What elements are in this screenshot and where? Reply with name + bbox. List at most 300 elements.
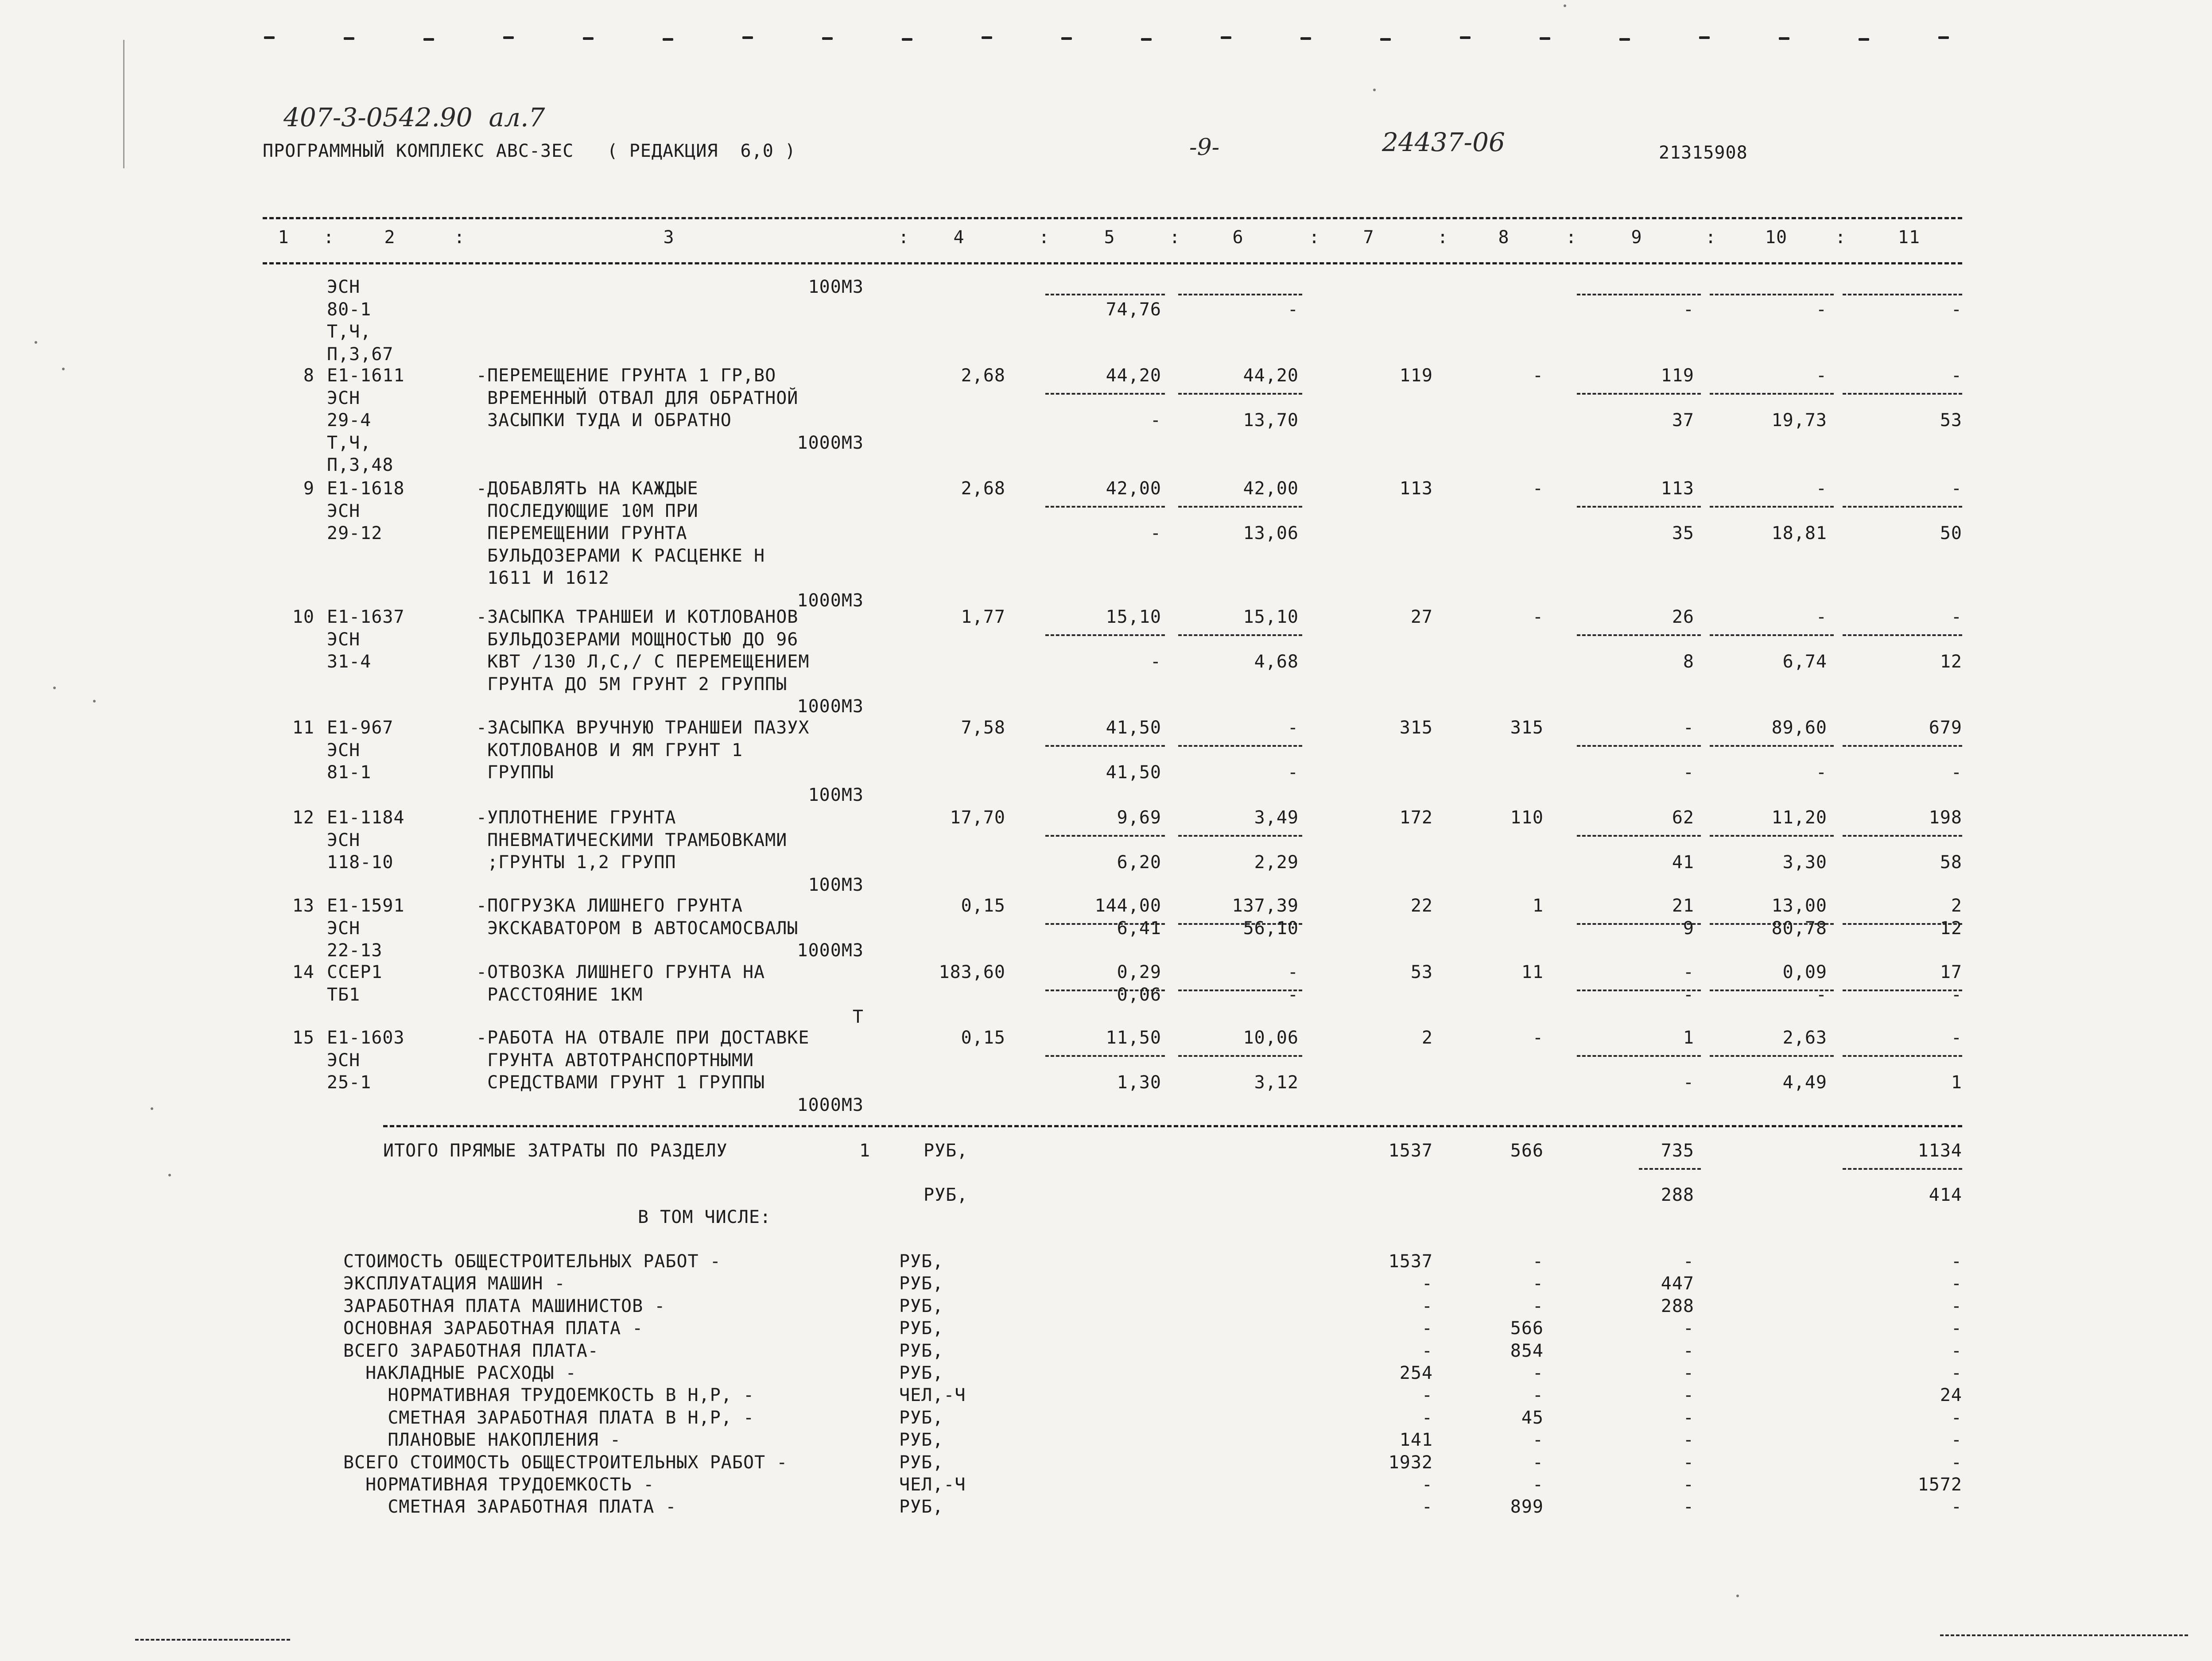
page-edge-dash	[1061, 37, 1072, 40]
item-subvalue-c11b: 50	[1940, 523, 1962, 543]
item-unit: 1000М3	[797, 432, 864, 453]
item-subvalue-c10b: 18,81	[1771, 523, 1827, 543]
scan-speck	[168, 1174, 171, 1176]
item-subvalue-c10b: 3,30	[1782, 852, 1827, 873]
breakdown-col9: 447	[1661, 1273, 1694, 1294]
breakdown-unit: РУБ,	[899, 1296, 944, 1316]
item-value-c11a: 198	[1929, 807, 1962, 828]
bottom-scan-rule	[135, 1639, 290, 1641]
item-value-c7a: 2	[1421, 1028, 1433, 1048]
item-subvalue-c5b: -	[1150, 410, 1161, 431]
column-separator: :	[1169, 227, 1181, 248]
value-underline	[1843, 835, 1962, 837]
item-value-c7a: 172	[1399, 807, 1433, 828]
item-number: 14	[292, 962, 314, 982]
breakdown-col9: -	[1683, 1363, 1694, 1383]
column-header-10: 10	[1765, 227, 1788, 248]
item-unit: 1000М3	[797, 696, 864, 717]
item-value-c11a: 2	[1951, 896, 1962, 916]
item-code: ЭСН	[327, 830, 361, 850]
value-underline	[1045, 745, 1165, 747]
breakdown-label: СМЕТНАЯ ЗАРАБОТНАЯ ПЛАТА В Н,Р, -	[343, 1407, 755, 1428]
value-underline	[1577, 393, 1701, 395]
item-subvalue-c11b: 12	[1940, 652, 1962, 672]
breakdown-col8: -	[1532, 1430, 1544, 1451]
page-edge-dash	[423, 38, 434, 41]
breakdown-col8: 899	[1510, 1497, 1544, 1517]
page-edge-dash	[1779, 37, 1789, 40]
page-edge-dash	[1300, 37, 1311, 40]
value-underline	[1843, 1055, 1962, 1057]
item-code: ССЕР1	[327, 962, 383, 982]
item-value-c7a: 113	[1399, 478, 1433, 499]
item-code: ЭСН	[327, 501, 361, 521]
item-subvalue-c6b: 13,70	[1243, 410, 1299, 431]
item-value-c10a: -	[1816, 365, 1827, 386]
item-value-c5a: 44,20	[1106, 365, 1161, 386]
item-code: ЭСН	[327, 918, 361, 939]
item-subvalue-c5b: 6,20	[1117, 852, 1161, 873]
item-subvalue-c9b: 41	[1672, 852, 1694, 873]
item-code: ЭСН	[327, 740, 361, 761]
item-subvalue-c10b: 6,74	[1782, 652, 1827, 672]
item-description: -ПОГРУЗКА ЛИШНЕГО ГРУНТА	[476, 896, 743, 916]
item-value-c9a: -	[1683, 718, 1694, 738]
item-quantity: 0,15	[961, 896, 1005, 916]
breakdown-label: НОРМАТИВНАЯ ТРУДОЕМКОСТЬ -	[343, 1475, 655, 1495]
item-value-c8a: 315	[1510, 718, 1544, 738]
item-unit: 1000М3	[797, 1094, 864, 1115]
item-description: ПНЕВМАТИЧЕСКИМИ ТРАМБОВКАМИ	[476, 830, 788, 850]
breakdown-col8: -	[1532, 1452, 1544, 1473]
value-underline	[1843, 393, 1962, 395]
totals-unit-2: РУБ,	[924, 1185, 968, 1205]
item-code: 25-1	[327, 1072, 372, 1093]
item-code: 22-13	[327, 940, 383, 961]
column-header-5: 5	[1104, 227, 1115, 248]
column-header-4: 4	[953, 227, 965, 248]
item-description: -ЗАСЫПКА ВРУЧНУЮ ТРАНШЕИ ПАЗУХ	[476, 718, 810, 738]
item-unit: 1000М3	[797, 940, 864, 961]
breakdown-col9: -	[1683, 1407, 1694, 1428]
page-edge-dash	[1699, 36, 1710, 39]
item-description: ЭКСКАВАТОРОМ В АВТОСАМОСВАЛЫ	[476, 918, 799, 939]
value-underline	[1178, 294, 1302, 295]
item-subvalue-c9b: -	[1683, 1072, 1694, 1093]
value-underline	[1577, 835, 1701, 837]
breakdown-col11: 24	[1940, 1385, 1962, 1406]
item-number: 15	[292, 1028, 314, 1048]
breakdown-col9: -	[1683, 1452, 1694, 1473]
breakdown-unit: РУБ,	[899, 1430, 944, 1451]
totals-underline	[1639, 1168, 1701, 1170]
page-number: -9-	[1189, 134, 1220, 161]
item-description: -ПЕРЕМЕЩЕНИЕ ГРУНТА 1 ГР,ВО	[476, 365, 776, 386]
item-value-c5a: 0,29	[1117, 962, 1161, 982]
breakdown-col8: -	[1532, 1475, 1544, 1495]
column-header-2: 2	[384, 227, 396, 248]
item-quantity: 1,77	[961, 607, 1005, 627]
item-subvalue-c6b: 4,68	[1254, 652, 1299, 672]
breakdown-label: ОСНОВНАЯ ЗАРАБОТНАЯ ПЛАТА -	[343, 1318, 644, 1339]
item-subvalue-c5b: 41,50	[1106, 762, 1161, 783]
handwritten-album-code: 407-3-0542.90 ал.7	[283, 102, 545, 132]
item-subvalue-c11b: -	[1951, 984, 1962, 1005]
item-code: П,3,48	[327, 455, 394, 475]
item-value-c11a: -	[1951, 478, 1962, 499]
breakdown-col7: -	[1421, 1340, 1433, 1361]
item-subvalue-c5b: 6,41	[1117, 918, 1161, 939]
value-underline	[1843, 506, 1962, 508]
item-quantity: 0,15	[961, 1028, 1005, 1048]
breakdown-col9: -	[1683, 1430, 1694, 1451]
value-underline	[1710, 634, 1834, 636]
page-edge-dash	[1938, 36, 1949, 39]
item-code: Е1-1184	[327, 807, 405, 828]
breakdown-col7: -	[1421, 1385, 1433, 1406]
item-number: 12	[292, 807, 314, 828]
totals-rule	[383, 1125, 1962, 1127]
breakdown-unit: РУБ,	[899, 1318, 944, 1339]
value-underline	[1045, 634, 1165, 636]
item-code: Е1-1618	[327, 478, 405, 499]
value-underline	[1178, 745, 1302, 747]
item-value-c11a: -	[1951, 365, 1962, 386]
value-underline	[1045, 294, 1165, 295]
breakdown-col9: 288	[1661, 1296, 1694, 1316]
breakdown-col11: -	[1951, 1452, 1962, 1473]
value-underline	[1843, 634, 1962, 636]
item-description: КОТЛОВАНОВ И ЯМ ГРУНТ 1	[476, 740, 743, 761]
breakdown-col7: 141	[1399, 1430, 1433, 1451]
item-code: 118-10	[327, 852, 394, 873]
value-underline	[1577, 506, 1701, 508]
item-subvalue-c5b: 0,06	[1117, 984, 1161, 1005]
item-subvalue-c9b: 8	[1683, 652, 1694, 672]
item-subvalue-c6b: -	[1287, 984, 1299, 1005]
item-unit: 100М3	[808, 874, 864, 895]
item-subvalue-c5b: -	[1150, 523, 1161, 543]
value-underline	[1045, 835, 1165, 837]
breakdown-unit: ЧЕЛ,-Ч	[899, 1385, 966, 1406]
breakdown-col11: 1572	[1917, 1475, 1962, 1495]
breakdown-label: ЗАРАБОТНАЯ ПЛАТА МАШИНИСТОВ -	[343, 1296, 666, 1316]
item-value-c7a: 53	[1410, 962, 1433, 982]
value-underline	[1577, 990, 1701, 991]
scan-speck	[1373, 89, 1376, 91]
page-edge-dash	[902, 38, 912, 41]
breakdown-col8: -	[1532, 1251, 1544, 1272]
item-subvalue-c5b: 74,76	[1106, 299, 1161, 320]
scan-speck	[93, 700, 96, 702]
value-underline	[1710, 393, 1834, 395]
margin-mark	[123, 40, 124, 168]
page-edge-dash	[1619, 38, 1630, 41]
breakdown-col9: -	[1683, 1497, 1694, 1517]
item-quantity: 17,70	[950, 807, 1005, 828]
item-subvalue-c5b: -	[1150, 652, 1161, 672]
item-quantity: 7,58	[961, 718, 1005, 738]
value-underline	[1710, 990, 1834, 991]
item-description: ГРУНТА ДО 5М ГРУНТ 2 ГРУППЫ	[476, 674, 788, 695]
item-value-c11a: 679	[1929, 718, 1962, 738]
item-subvalue-c11b: -	[1951, 299, 1962, 320]
breakdown-col11: -	[1951, 1318, 1962, 1339]
breakdown-col7: -	[1421, 1475, 1433, 1495]
value-underline	[1843, 294, 1962, 295]
column-header-1: 1	[278, 227, 289, 248]
item-description: ПОСЛЕДУЮЩИЕ 10М ПРИ	[476, 501, 699, 521]
item-value-c10a: -	[1816, 478, 1827, 499]
header-rule-bottom	[263, 262, 1962, 264]
item-unit: Т	[852, 1007, 864, 1027]
column-header-9: 9	[1631, 227, 1642, 248]
item-description: -УПЛОТНЕНИЕ ГРУНТА	[476, 807, 676, 828]
scan-speck	[1736, 1595, 1739, 1597]
breakdown-unit: РУБ,	[899, 1251, 944, 1272]
item-value-c7a: 119	[1399, 365, 1433, 386]
item-code: ТБ1	[327, 984, 361, 1005]
item-code: 81-1	[327, 762, 372, 783]
item-quantity: 183,60	[939, 962, 1005, 982]
value-underline	[1843, 745, 1962, 747]
item-value-c9a: 26	[1672, 607, 1694, 627]
value-underline	[1045, 506, 1165, 508]
item-value-c8a: 1	[1532, 896, 1544, 916]
item-value-c6a: 3,49	[1254, 807, 1299, 828]
value-underline	[1577, 923, 1701, 925]
item-value-c9a: 62	[1672, 807, 1694, 828]
totals-col9: 735	[1661, 1141, 1694, 1161]
breakdown-unit: РУБ,	[899, 1363, 944, 1383]
item-value-c6a: 137,39	[1232, 896, 1299, 916]
value-underline	[1710, 294, 1834, 295]
item-subvalue-c9b: -	[1683, 299, 1694, 320]
item-subvalue-c9b: 37	[1672, 410, 1694, 431]
column-separator: :	[1835, 227, 1847, 248]
breakdown-label: ВСЕГО СТОИМОСТЬ ОБЩЕСТРОИТЕЛЬНЫХ РАБОТ -	[343, 1452, 788, 1473]
item-value-c5a: 42,00	[1106, 478, 1161, 499]
breakdown-col9: -	[1683, 1340, 1694, 1361]
item-unit: 1000М3	[797, 590, 864, 611]
item-value-c6a: -	[1287, 962, 1299, 982]
item-value-c8a: -	[1532, 607, 1544, 627]
item-value-c5a: 9,69	[1117, 807, 1161, 828]
item-subvalue-c10b: 80,78	[1771, 918, 1827, 939]
item-value-c9a: 1	[1683, 1028, 1694, 1048]
item-value-c7a: 315	[1399, 718, 1433, 738]
item-subvalue-c11b: 1	[1951, 1072, 1962, 1093]
breakdown-col8: 854	[1510, 1340, 1544, 1361]
item-value-c9a: 21	[1672, 896, 1694, 916]
item-description: 1611 И 1612	[476, 568, 609, 588]
breakdown-col8: -	[1532, 1273, 1544, 1294]
value-underline	[1178, 990, 1302, 991]
breakdown-unit: РУБ,	[899, 1407, 944, 1428]
item-value-c7a: 22	[1410, 896, 1433, 916]
item-subvalue-c9b: 35	[1672, 523, 1694, 543]
item-value-c10a: 11,20	[1771, 807, 1827, 828]
breakdown-col7: -	[1421, 1296, 1433, 1316]
item-value-c8a: 11	[1521, 962, 1544, 982]
page-edge-dash	[1380, 38, 1391, 41]
item-subvalue-c10b: 4,49	[1782, 1072, 1827, 1093]
item-code: 29-4	[327, 410, 372, 431]
scan-speck	[151, 1107, 153, 1110]
item-description: -ОТВОЗКА ЛИШНЕГО ГРУНТА НА	[476, 962, 765, 982]
breakdown-label: НОРМАТИВНАЯ ТРУДОЕМКОСТЬ В Н,Р, -	[343, 1385, 755, 1406]
value-underline	[1710, 506, 1834, 508]
item-value-c11a: -	[1951, 607, 1962, 627]
item-value-c6a: 42,00	[1243, 478, 1299, 499]
page-edge-dash	[264, 36, 275, 39]
value-underline	[1577, 1055, 1701, 1057]
item-value-c10a: 89,60	[1771, 718, 1827, 738]
breakdown-unit: РУБ,	[899, 1340, 944, 1361]
item-subvalue-c6b: -	[1287, 762, 1299, 783]
column-header-8: 8	[1498, 227, 1510, 248]
column-separator: :	[323, 227, 335, 248]
header-rule-top	[263, 217, 1962, 219]
totals-col11-b: 414	[1929, 1185, 1962, 1205]
breakdown-col8: -	[1532, 1296, 1544, 1316]
value-underline	[1843, 990, 1962, 991]
item-unit: 100М3	[808, 277, 864, 297]
value-underline	[1178, 634, 1302, 636]
column-separator: :	[1705, 227, 1717, 248]
item-subvalue-c6b: 2,29	[1254, 852, 1299, 873]
value-underline	[1577, 294, 1701, 295]
scan-speck	[62, 368, 65, 370]
item-description: ВРЕМЕННЫЙ ОТВАЛ ДЛЯ ОБРАТНОЙ	[476, 388, 799, 408]
item-value-c6a: 15,10	[1243, 607, 1299, 627]
breakdown-col8: -	[1532, 1385, 1544, 1406]
item-value-c10a: 13,00	[1771, 896, 1827, 916]
page-edge-dash	[822, 37, 833, 40]
item-description: ГРУППЫ	[476, 762, 554, 783]
value-underline	[1710, 1055, 1834, 1057]
item-description: -ДОБАВЛЯТЬ НА КАЖДЫЕ	[476, 478, 699, 499]
item-subvalue-c6b: 13,06	[1243, 523, 1299, 543]
item-subvalue-c10b: -	[1816, 984, 1827, 1005]
item-subvalue-c11b: 53	[1940, 410, 1962, 431]
breakdown-col11: -	[1951, 1497, 1962, 1517]
page-edge-dash	[1859, 38, 1869, 41]
breakdown-col11: -	[1951, 1273, 1962, 1294]
item-value-c5a: 41,50	[1106, 718, 1161, 738]
item-number: 9	[303, 478, 314, 499]
breakdown-col7: -	[1421, 1407, 1433, 1428]
breakdown-col9: -	[1683, 1251, 1694, 1272]
value-underline	[1710, 745, 1834, 747]
item-value-c8a: -	[1532, 365, 1544, 386]
item-value-c7a: 27	[1410, 607, 1433, 627]
item-subvalue-c5b: 1,30	[1117, 1072, 1161, 1093]
item-code: Т,Ч,	[327, 322, 372, 342]
column-header-6: 6	[1232, 227, 1244, 248]
totals-col11: 1134	[1917, 1141, 1962, 1161]
item-subvalue-c6b: -	[1287, 299, 1299, 320]
item-value-c8a: 110	[1510, 807, 1544, 828]
item-quantity: 2,68	[961, 478, 1005, 499]
breakdown-unit: РУБ,	[899, 1273, 944, 1294]
breakdown-label: СТОИМОСТЬ ОБЩЕСТРОИТЕЛЬНЫХ РАБОТ -	[343, 1251, 721, 1272]
totals-section: 1	[859, 1141, 871, 1161]
value-underline	[1045, 393, 1165, 395]
breakdown-col9: -	[1683, 1318, 1694, 1339]
item-code: 29-12	[327, 523, 383, 543]
item-subvalue-c9b: -	[1683, 762, 1694, 783]
breakdown-unit: ЧЕЛ,-Ч	[899, 1475, 966, 1495]
value-underline	[1178, 835, 1302, 837]
breakdown-col7: -	[1421, 1273, 1433, 1294]
value-underline	[1577, 745, 1701, 747]
page-edge-dash	[1460, 36, 1471, 39]
breakdown-label: ЭКСПЛУАТАЦИЯ МАШИН -	[343, 1273, 566, 1294]
breakdown-col7: 254	[1399, 1363, 1433, 1383]
value-underline	[1710, 835, 1834, 837]
breakdown-label: НАКЛАДНЫЕ РАСХОДЫ -	[343, 1363, 577, 1383]
value-underline	[1178, 393, 1302, 395]
item-code: ЭСН	[327, 277, 361, 297]
item-description: КВТ /130 Л,С,/ С ПЕРЕМЕЩЕНИЕМ	[476, 652, 810, 672]
item-value-c9a: 119	[1661, 365, 1694, 386]
scan-speck	[35, 341, 37, 344]
column-separator: :	[898, 227, 910, 248]
item-number: 8	[303, 365, 314, 386]
item-value-c6a: 44,20	[1243, 365, 1299, 386]
breakdown-col7: 1537	[1388, 1251, 1433, 1272]
breakdown-col9: -	[1683, 1385, 1694, 1406]
breakdown-col7: -	[1421, 1318, 1433, 1339]
column-separator: :	[1566, 227, 1577, 248]
program-title: ПРОГРАММНЫЙ КОМПЛЕКС АВС-3ЕС ( РЕДАКЦИЯ 6,0 )	[263, 141, 796, 161]
item-description: СРЕДСТВАМИ ГРУНТ 1 ГРУППЫ	[476, 1072, 765, 1093]
item-subvalue-c6b: 3,12	[1254, 1072, 1299, 1093]
totals-underline	[1843, 1168, 1962, 1170]
item-number: 10	[292, 607, 314, 627]
item-subvalue-c10b: -	[1816, 762, 1827, 783]
item-subvalue-c10b: -	[1816, 299, 1827, 320]
item-value-c5a: 144,00	[1094, 896, 1161, 916]
item-unit: 100М3	[808, 784, 864, 805]
totals-unit: РУБ,	[924, 1141, 968, 1161]
totals-col9-b: 288	[1661, 1185, 1694, 1205]
page-edge-dash	[742, 36, 753, 39]
column-header-7: 7	[1363, 227, 1374, 248]
value-underline	[1178, 506, 1302, 508]
item-code: Е1-1637	[327, 607, 405, 627]
value-underline	[1577, 634, 1701, 636]
page-edge-dash	[1141, 38, 1152, 41]
item-value-c6a: -	[1287, 718, 1299, 738]
item-subvalue-c10b: 19,73	[1771, 410, 1827, 431]
item-subvalue-c9b: -	[1683, 984, 1694, 1005]
breakdown-col11: -	[1951, 1430, 1962, 1451]
breakdown-unit: РУБ,	[899, 1452, 944, 1473]
item-value-c8a: -	[1532, 1028, 1544, 1048]
breakdown-label: ПЛАНОВЫЕ НАКОПЛЕНИЯ -	[343, 1430, 621, 1451]
item-code: ЭСН	[327, 629, 361, 650]
column-header-11: 11	[1898, 227, 1921, 248]
item-code: Е1-1591	[327, 896, 405, 916]
column-separator: :	[1309, 227, 1320, 248]
scan-speck	[53, 687, 56, 689]
item-subvalue-c9b: 9	[1683, 918, 1694, 939]
item-code: ЭСН	[327, 388, 361, 408]
item-value-c9a: -	[1683, 962, 1694, 982]
item-description: ПЕРЕМЕЩЕНИИ ГРУНТА	[476, 523, 687, 543]
